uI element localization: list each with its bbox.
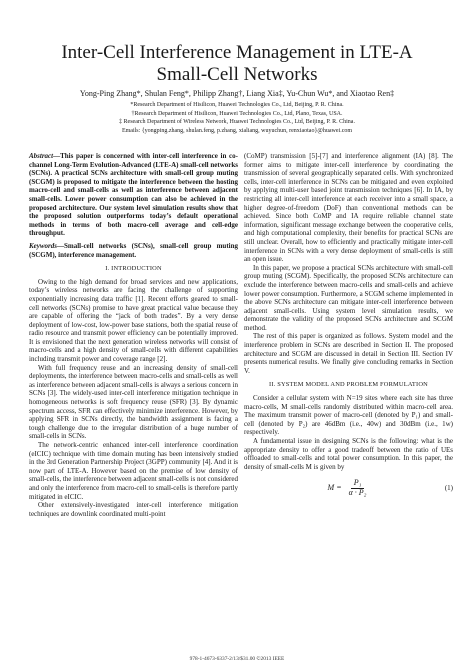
equation-denominator: α · P₂	[348, 487, 367, 497]
affiliation-line: *Research Department of Hisilicon, Huawei Technologies Co., Ltd, Beijing, P. R. China.	[130, 102, 344, 108]
copyright-footer: 978-1-4673-6337-2/13/$31.00 ©2013 IEEE	[189, 656, 285, 662]
keywords	[29, 242, 238, 259]
paragraph: With full frequency reuse and an increasing density of small-cell deployments, the interference between macro-cells and small-cells as well as interference between adjacent small-cells is always a serious concern in SCNs [3]. The widely-used inter-cell interference mitigation technique in homogeneous networks is soft frequency reuse (SFR) [3]. By dynamic spectrum access, SFR can effectively minimize interference. However, by applying SFR in SCNs directly, the bandwidth assignment is facing a tough challenge due to the irregular distribution of a huge number of small-cells in SCNs.	[29, 363, 238, 441]
equation-number: (1)	[444, 484, 453, 493]
paragraph: Consider a cellular system with N=19 sites where each site has three macro-cells, M small-cells randomly distributed within macro-cell area. The maximum transmit power of macro-cell (denoted by P₁) and small-cell (denoted by P₂) are 46dBm (i.e., 40w) and 30dBm (i.e., 1w) respectively.	[244, 394, 453, 437]
paragraph: The network-centric enhanced inter-cell interference coordination (eICIC) technique with time domain muting has been intensively studied in the 3rd Generation Partnership Project (3GPP) community [4]. And it is now part of LTE-A. However based on the premise of low density of small-cells, the interference between adjacent small-cells is not considered and only the interference from macro-cell to small-cells is therefore partly mitigated in eICIC.	[29, 441, 238, 501]
paragraph: Other extensively-investigated inter-cell interference mitigation techniques are downlink coordinated multi-point	[29, 501, 238, 518]
abstract-text: —This paper is concerned with inter-cell interference in co-channel Long-Term Evolution-Advanced (LTE-A) small-cell networks (SCNs). A practical SCNs architecture with small-cell group muting (SCGM) is proposed to mitigate the interference between the hosting macro-cell and small-cells as well as interference between adjacent small-cells. Lower power consumption can also be achieved in the proposed architecture. Our system level simulation results show that the proposed solution outperforms today’s default operational methods in terms of both macro-cell average and cell-edge throughput.	[29, 152, 238, 238]
paragraph: The rest of this paper is organized as follows. System model and the interference problem in SCNs are described in Section II. The proposed architecture and SCGM are discussed in detail in Section III. Section IV presents numerical results. We finally give concluding remarks in Section V.	[244, 332, 453, 375]
section-heading-introduction: I. INTRODUCTION	[105, 265, 162, 273]
paragraph: (CoMP) transmission [5]-[7] and interference alignment (IA) [8]. The former aims to mitigate inter-cell interference by coordinating the transmission of several geographically separated cells. With synchronized cells, inter-cell interference in SCNs can be mitigated and even exploited by applying multi-user based joint transmission techniques [6]. In IA, by restricting all inter-cell interference at each receiver into a small space, a higher degree-of-freedom (DoF) than conventional methods can be achieved. Since both CoMP and IA require reliable channel state information, significant message exchange between the cooperative cells, and high computational complexity, their benefits for practical SCNs are still unclear. Overall, how to efficiently and practically mitigate inter-cell interference in SCNs with a very dense deployment of small-cells is still an open issue.	[244, 152, 453, 264]
title-line-2: Small-Cell Networks	[156, 64, 318, 85]
equation-lhs: M =	[327, 483, 342, 493]
right-column	[244, 152, 453, 505]
equation-1	[244, 475, 453, 501]
paragraph: A fundamental issue in designing SCNs is the following: what is the appropriate density to offer a good tradeoff between the ratio of UEs offloaded to small-cells and total power consumption. In this paper, the density of small-cells M is given by	[244, 437, 453, 471]
abstract-label: Abstract	[29, 152, 54, 160]
section-heading-system-model: II. SYSTEM MODEL AND PROBLEM FORMULATION	[268, 381, 428, 389]
equation-numerator: P₁	[351, 479, 365, 489]
keywords-text: —Small-cell networks (SCNs), small-cell group muting (SCGM), interference management.	[29, 241, 238, 259]
affiliation-emails: Emails: {yongping.zhang, shulan.feng, p.zhang, xialiang, wuyuchun, renxiaotao}@huawei.com	[121, 127, 353, 134]
affiliations	[0, 101, 474, 135]
affiliation-line: ‡ Research Department of Wireless Network, Huawei Technologies Co., Ltd, Beijing, P. R. China.	[119, 119, 355, 126]
paragraph: Owing to the high demand for broad services and new applications, today’s wireless networks are facing the challenge of supporting exponentially increasing data traffic [1]. Recent efforts geared to small-cell networks (SCNs) promise to have great practical value because they are capable of offering the “jack of both trades”. By a very dense deployment of low-cost, low-power base stations, both the spatial reuse of radio resource and transmit power efficiency can be potentially improved. It is envisioned that the next generation wireless networks will consist of macro-cells and a high density of small-cells with different capabilities including transmit power and coverage range [2].	[29, 277, 238, 364]
affiliation-line: †Research Department of Hisilicon, Huawei Technologies Co., Ltd, Plano, Texas, USA.	[131, 110, 343, 117]
abstract	[29, 152, 238, 238]
author-list: Yong-Ping Zhang*, Shulan Feng*, Philipp Zhang†, Liang Xia‡, Yu-Chun Wu*, and Xiaotao Ren‡	[79, 89, 395, 98]
equation-body	[328, 479, 370, 497]
keywords-label: Keywords	[29, 241, 57, 250]
title-line-1: Inter-Cell Interference Management in LTE-A	[61, 42, 413, 63]
equation-fraction	[346, 479, 370, 497]
paragraph: In this paper, we propose a practical SCNs architecture with small-cell group muting (SCGM). Specifically, the proposed SCNs architecture can exclude the interference between macro-cells and small-cells and achieve lower power consumption. Furthermore, a SCGM scheme implemented in the above SCNs architecture can mitigate inter-cell interference between adjacent small-cells. Using system level simulation results, we demonstrate the validity of the proposed SCNs architecture and SCGM method.	[244, 263, 453, 332]
left-column	[29, 152, 238, 518]
paper-title	[0, 42, 474, 86]
